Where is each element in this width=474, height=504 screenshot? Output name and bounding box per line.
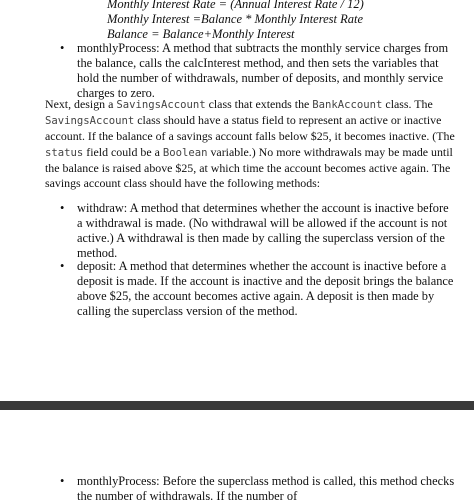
code-savings-account: SavingsAccount bbox=[116, 99, 206, 111]
savings-account-paragraph bbox=[45, 97, 457, 191]
bullet-text: deposit: A method that determines whether the account is inactive before a deposit is made. If the account is inactive and the deposit brings the balance above $25, the account becomes active again. A deposit is then made by calling the superclass version of the method. bbox=[77, 259, 454, 319]
bullet-text: monthlyProcess: A method that subtracts the monthly service charges from the balance, calls the calcInterest method, and then sets the variables that hold the number of withdrawals, number of deposits, and monthly service charges to zero. bbox=[77, 41, 449, 101]
page-divider bbox=[0, 401, 474, 410]
bullet-monthly-process-savings bbox=[60, 474, 455, 504]
bullet-text: withdraw: A method that determines whether the account is inactive before a withdrawal is made. (No withdrawal will be allowed if the account is not active.) A withdrawal is then made by calling the superclass version of the method. bbox=[77, 201, 449, 261]
para-text: class. The bbox=[382, 97, 433, 111]
bullet-dot: • bbox=[60, 474, 65, 488]
formula-monthly-interest: Monthly Interest =Balance * Monthly Interest Rate bbox=[107, 12, 364, 26]
bullet-text: monthlyProcess: Before the superclass method is called, this method checks the number of withdrawals. If the number of bbox=[77, 474, 455, 504]
bullet-dot: • bbox=[60, 41, 65, 55]
bullet-dot: • bbox=[60, 201, 65, 215]
code-savings-account: SavingsAccount bbox=[45, 115, 135, 128]
code-status: status bbox=[45, 146, 84, 159]
bullet-dot: • bbox=[60, 259, 65, 273]
para-text: class that extends the bbox=[205, 97, 313, 111]
para-text: class should have a status field to represent an active or inactive account. If the balance of a savings account falls below $25, it becomes inactive. (The bbox=[45, 113, 455, 144]
code-boolean: Boolean bbox=[162, 146, 208, 159]
formula-monthly-interest-rate: Monthly Interest Rate = (Annual Interest Rate / 12) bbox=[107, 0, 364, 11]
code-bank-account: BankAccount bbox=[312, 99, 383, 111]
formula-balance: Balance = Balance+Monthly Interest bbox=[107, 27, 295, 41]
page-gap bbox=[0, 410, 474, 416]
para-text: Next, design a bbox=[45, 97, 117, 111]
para-text: variable.) No more withdrawals may be made until the balance is raised above $25, at which time the account becomes active again. The savings account class should have the following methods: bbox=[45, 144, 453, 191]
bullet-withdraw bbox=[60, 201, 455, 261]
bullet-deposit bbox=[60, 259, 455, 319]
para-text: field could be a bbox=[83, 144, 163, 159]
bullet-monthly-process bbox=[60, 41, 455, 101]
